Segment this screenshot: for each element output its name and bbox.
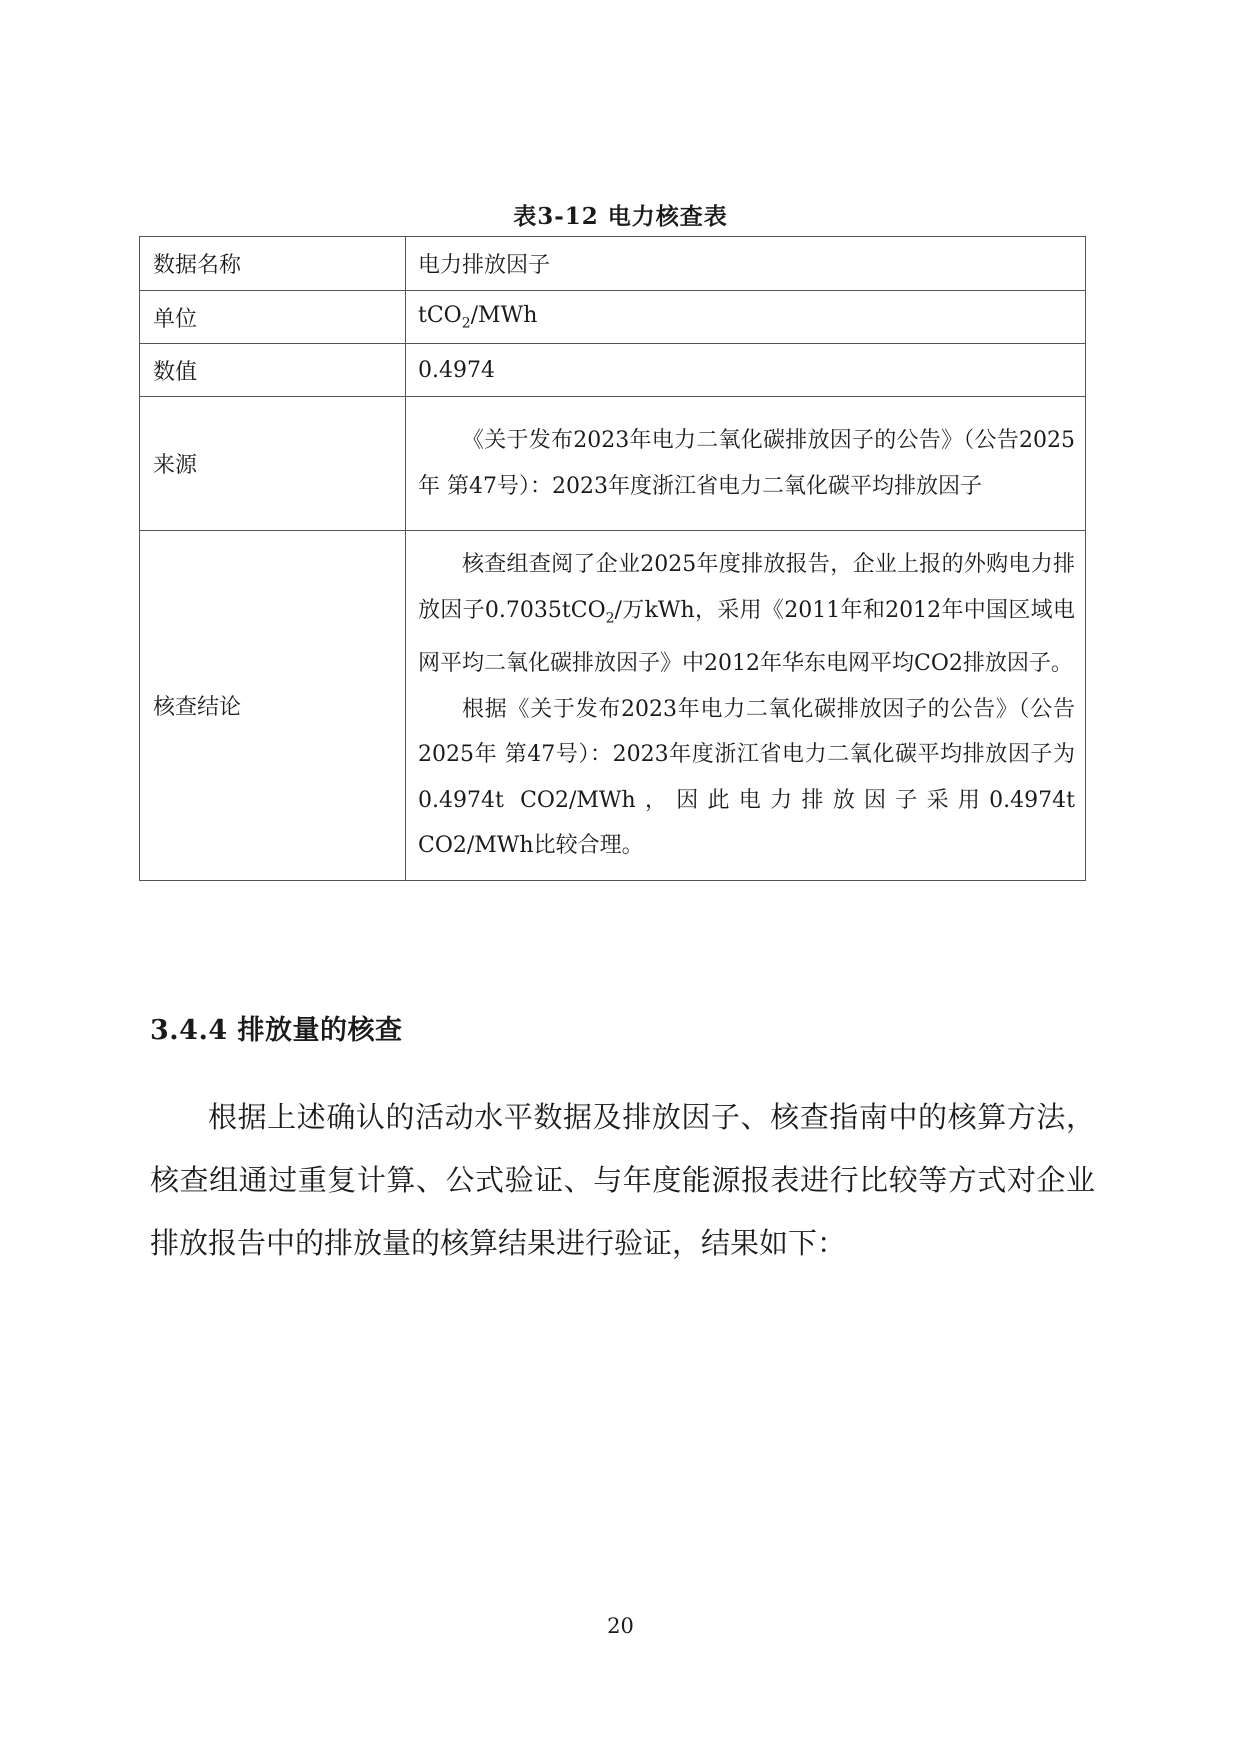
page-number: 20 (607, 1614, 634, 1638)
conclusion-paragraph-1: 核查组查阅了企业2025年度排放报告，企业上报的外购电力排放因子0.7035tCO$_2$/万kWh，采用《2011年和2012年中国区域电网平均二氧化碳排放因子》中2012年华东电网平均CO2排放因子。 (418, 552, 1075, 677)
table-row (140, 397, 1086, 531)
body-paragraph: 根据上述确认的活动水平数据及排放因子、核查指南中的核算方法，核查组通过重复计算、公式验证、与年度能源报表进行比较等方式对企业排放报告中的排放量的核算结果进行验证，结果如下： (150, 1100, 1095, 1260)
row-value: 0.4974 (406, 344, 1086, 397)
conclusion-cell (406, 531, 1086, 881)
table-row (140, 344, 1086, 397)
unit-value: tCO$_2$/MWh (406, 291, 1086, 344)
section-heading: 3.4.4 排放量的核查 (150, 1015, 403, 1046)
row-label: 单位 (140, 291, 406, 344)
table-caption: 表3-12 电力核查表 (513, 203, 728, 230)
section-body (150, 1086, 1095, 1275)
source-text: 《关于发布2023年电力二氧化碳排放因子的公告》（公告2025年 第47号）：2023年度浙江省电力二氧化碳平均排放因子 (418, 428, 1075, 499)
row-label: 数值 (140, 344, 406, 397)
row-value: 电力排放因子 (406, 237, 1086, 291)
row-label: 数据名称 (140, 237, 406, 291)
conclusion-paragraph-2: 根据《关于发布2023年电力二氧化碳排放因子的公告》（公告 2025年 第47号）：2023年度浙江省电力二氧化碳平均排放因子为0.4974t CO2/MWh，因此电力排放因子采用0.4974t CO2/MWh比较合理。 (418, 696, 1075, 859)
row-label: 来源 (140, 397, 406, 531)
table-row (140, 237, 1086, 291)
table-row (140, 531, 1086, 881)
source-cell (406, 397, 1086, 531)
row-label: 核查结论 (140, 531, 406, 881)
table-row (140, 291, 1086, 344)
electricity-verification-table (139, 236, 1086, 881)
